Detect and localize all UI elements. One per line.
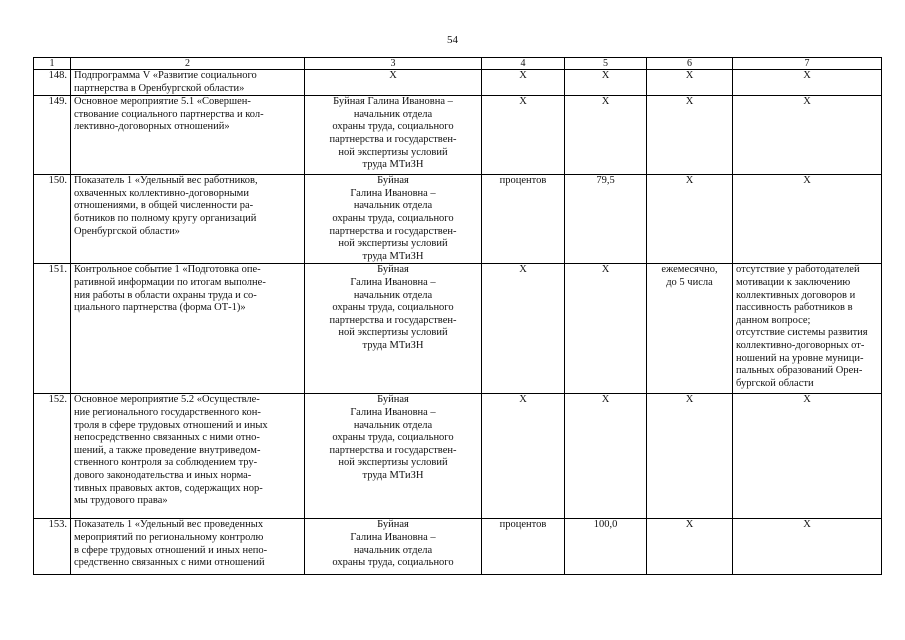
page-number: 54	[447, 34, 458, 46]
column-header: 6	[647, 58, 733, 70]
risks-cell: X	[733, 96, 882, 175]
row-number: 151.	[34, 264, 71, 394]
period-cell: X	[647, 175, 733, 264]
value-cell: 79,5	[565, 175, 647, 264]
unit-cell: X	[482, 394, 565, 519]
table-row	[34, 175, 882, 264]
risks-cell: X	[733, 394, 882, 519]
value-cell: 100,0	[565, 519, 647, 575]
responsible-person: Буйная Галина Ивановна – начальник отдела охраны труда, социального партнерства и государствен- ной экспертизы условий труда МТиЗН	[305, 264, 482, 394]
period-cell: X	[647, 70, 733, 96]
table-row	[34, 96, 882, 175]
value-cell: X	[565, 264, 647, 394]
measure-name: Контрольное событие 1 «Подготовка опе- ративной информации по итогам выполне- ния работы в области охраны труда и со- циального партнерства (форма ОТ-1)»	[71, 264, 305, 394]
column-header: 4	[482, 58, 565, 70]
risks-cell: X	[733, 519, 882, 575]
value-cell: X	[565, 394, 647, 519]
measure-name: Показатель 1 «Удельный вес работников, охваченных коллективно-договорными отношениями, в общей численности ра- ботников по полному кругу организаций Оренбургской области»	[71, 175, 305, 264]
responsible-person: Буйная Галина Ивановна – начальник отдела охраны труда, социального	[305, 519, 482, 575]
responsible-person: Буйная Галина Ивановна – начальник отдела охраны труда, социального партнерства и государствен- ной экспертизы условий труда МТиЗН	[305, 394, 482, 519]
value-cell: X	[565, 96, 647, 175]
table-row	[34, 70, 882, 96]
row-number: 150.	[34, 175, 71, 264]
column-header: 3	[305, 58, 482, 70]
measure-name: Подпрограмма V «Развитие социального партнерства в Оренбургской области»	[71, 70, 305, 96]
table-row	[34, 519, 882, 575]
row-number: 152.	[34, 394, 71, 519]
responsible-person: Буйная Галина Ивановна – начальник отдела охраны труда, социального партнерства и государствен- ной экспертизы условий труда МТиЗН	[305, 96, 482, 175]
table-row	[34, 264, 882, 394]
column-header: 5	[565, 58, 647, 70]
unit-cell: процентов	[482, 519, 565, 575]
unit-cell: X	[482, 264, 565, 394]
unit-cell: X	[482, 96, 565, 175]
risks-cell: отсутствие у работодателей мотивации к заключению коллективных договоров и пассивность работников в данном вопросе; отсутствие системы развития коллективно-договорных от- ношений на уровне муници- пальных образований Орен- бургской области	[733, 264, 882, 394]
period-cell: X	[647, 394, 733, 519]
program-table	[33, 57, 882, 575]
measure-name: Основное мероприятие 5.2 «Осуществле- ние регионального государственного кон- троля в сфере трудовых отношений и иных непосредственно связанных с ними отно- шений, а также проведение внутриведом- ственного контроля за соблюдением тру- дового законодательства и иных норма- тивных правовых актов, содержащих нор- мы трудового права»	[71, 394, 305, 519]
row-number: 148.	[34, 70, 71, 96]
column-header: 7	[733, 58, 882, 70]
value-cell: X	[565, 70, 647, 96]
unit-cell: процентов	[482, 175, 565, 264]
column-header: 1	[34, 58, 71, 70]
table-header-row	[34, 58, 882, 70]
row-number: 149.	[34, 96, 71, 175]
period-cell: X	[647, 519, 733, 575]
risks-cell: X	[733, 175, 882, 264]
unit-cell: X	[482, 70, 565, 96]
period-cell: X	[647, 96, 733, 175]
column-header: 2	[71, 58, 305, 70]
responsible-person: Буйная Галина Ивановна – начальник отдела охраны труда, социального партнерства и государствен- ной экспертизы условий труда МТиЗН	[305, 175, 482, 264]
measure-name: Основное мероприятие 5.1 «Совершен- ствование социального партнерства и кол- лективно-договорных отношений»	[71, 96, 305, 175]
risks-cell: X	[733, 70, 882, 96]
responsible-person: X	[305, 70, 482, 96]
period-cell: ежемесячно, до 5 числа	[647, 264, 733, 394]
measure-name: Показатель 1 «Удельный вес проведенных мероприятий по региональному контролю в сфере трудовых отношений и иных непо- средственно связанных с ними отношений	[71, 519, 305, 575]
table-row	[34, 394, 882, 519]
row-number: 153.	[34, 519, 71, 575]
